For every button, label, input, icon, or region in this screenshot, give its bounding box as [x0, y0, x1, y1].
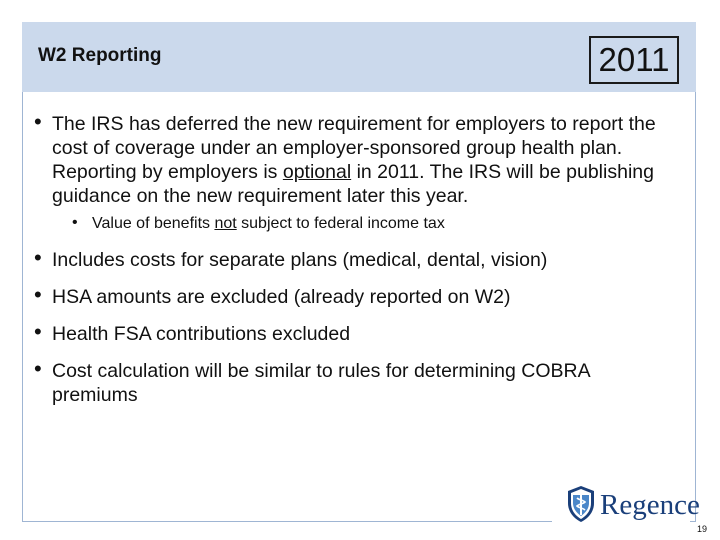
page-number: 19: [697, 524, 708, 534]
slide-title: W2 Reporting: [38, 45, 162, 66]
sub-bullet-text: subject to federal income tax: [236, 215, 445, 232]
bullet-dot: •: [34, 245, 42, 270]
sub-bullet-dot: •: [72, 214, 78, 231]
bullet-text: in 2011. The IRS will be publishing guidance on the new requirement later this year.: [52, 161, 654, 207]
bullet-list: [34, 109, 674, 407]
frame-left-border: [22, 92, 23, 522]
bullet-text: HSA amounts are excluded (already reported on W2): [52, 286, 511, 308]
bullet-text: Includes costs for separate plans (medical, dental, vision): [52, 249, 548, 271]
bullet-item: [34, 109, 674, 208]
bullet-item: [34, 319, 674, 346]
bullet-item: [34, 282, 674, 309]
bullet-text: Health FSA contributions excluded: [52, 323, 351, 345]
bullet-dot: •: [34, 109, 42, 134]
bullet-dot: •: [34, 356, 42, 381]
sub-bullet-text: Value of benefits: [92, 215, 215, 232]
frame-right-border: [695, 92, 696, 522]
bullet-text: The IRS has deferred the new requirement for employers to report the cost of coverage under an employer-sponsored group health plan. Reporting by employers is: [52, 113, 656, 183]
regence-logo: [566, 485, 706, 525]
shield-caduceus-icon: [566, 485, 596, 523]
year-box: 2011: [589, 36, 679, 84]
bullet-item: [34, 245, 674, 272]
bullet-underlined-text: optional: [282, 161, 352, 183]
frame-bottom-border: [22, 521, 552, 522]
bullet-item: [34, 356, 674, 407]
logo-wordmark: Regence: [600, 489, 700, 521]
sub-bullet-item: [34, 214, 674, 234]
sub-bullet-underlined-text: not: [214, 215, 237, 232]
bullet-dot: •: [34, 282, 42, 307]
bullet-dot: •: [34, 319, 42, 344]
bullet-text: Cost calculation will be similar to rules for determining COBRA premiums: [52, 360, 590, 406]
